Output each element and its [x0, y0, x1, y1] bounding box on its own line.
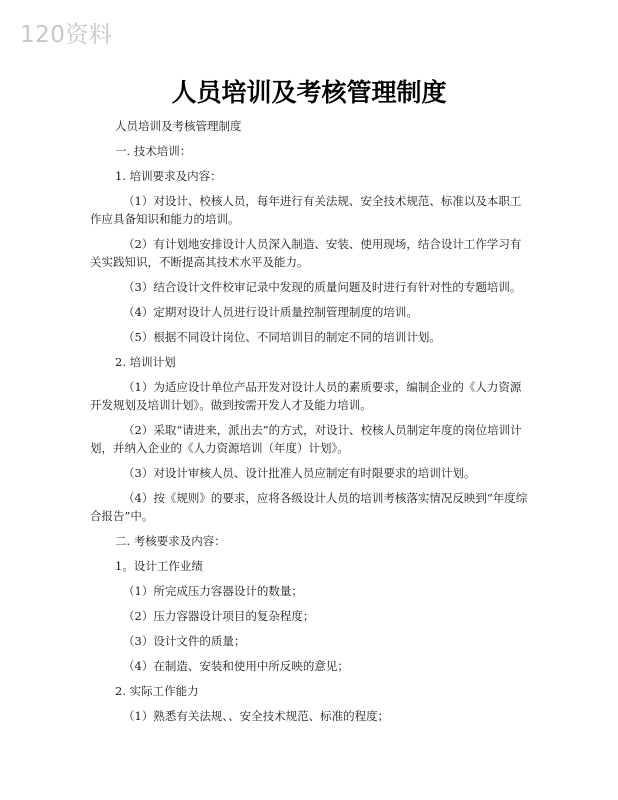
- paragraph: （4）按《规则》的要求，应将各级设计人员的培训考核落实情况反映到“年度综合报告”中。: [90, 491, 528, 523]
- paragraph: （2）压力容器设计项目的复杂程度；: [123, 609, 315, 623]
- paragraph: （2）采取“请进来，派出去”的方式，对设计、校核人员制定年度的岗位培训计划，并纳入企业的《人力资源培训（年度）计划》。: [90, 423, 522, 455]
- paragraph: （5）根据不同设计岗位、不同培训目的制定不同的培训计划。: [123, 330, 441, 344]
- paragraph: 1。设计工作业绩: [115, 559, 203, 573]
- document-body: [90, 117, 530, 732]
- paragraph: 人员培训及考核管理制度: [115, 119, 242, 133]
- paragraph: 2. 培训计划: [115, 355, 176, 369]
- paragraph: （1）熟悉有关法规、、安全技术规范、标准的程度；: [123, 709, 390, 723]
- paragraph: （2）有计划地安排设计人员深入制造、安装、使用现场，结合设计工作学习有关实践知识，不断提高其技术水平及能力。: [90, 237, 522, 269]
- paragraph: （3）对设计审核人员、设计批准人员应制定有时限要求的培训计划。: [123, 466, 476, 480]
- page-title: 人员培训及考核管理制度: [171, 78, 447, 107]
- paragraph: （3）设计文件的质量；: [123, 634, 246, 648]
- paragraph: （1）为适应设计单位产品开发对设计人员的素质要求，编制企业的《人力资源开发规划及培训计划》。做到按需开发人才及能力培训。: [90, 380, 522, 412]
- paragraph: （1）对设计、校核人员，每年进行有关法规、安全技术规范、标准以及本职工作应具备知识和能力的培训。: [90, 194, 522, 226]
- paragraph: （4）定期对设计人员进行设计质量控制管理制度的培训。: [123, 305, 418, 319]
- paragraph: 一. 技术培训：: [115, 144, 192, 158]
- paragraph: 1. 培训要求及内容：: [115, 169, 222, 183]
- paragraph: 2. 实际工作能力: [115, 684, 199, 698]
- watermark-logo: 120资料: [20, 22, 113, 48]
- paragraph: 二. 考核要求及内容：: [115, 534, 226, 548]
- paragraph: （3）结合设计文件校审记录中发现的质量问题及时进行有针对性的专题培训。: [123, 280, 522, 294]
- paragraph: （4）在制造、安装和使用中所反映的意见；: [123, 659, 349, 673]
- paragraph: （1）所完成压力容器设计的数量；: [123, 584, 303, 598]
